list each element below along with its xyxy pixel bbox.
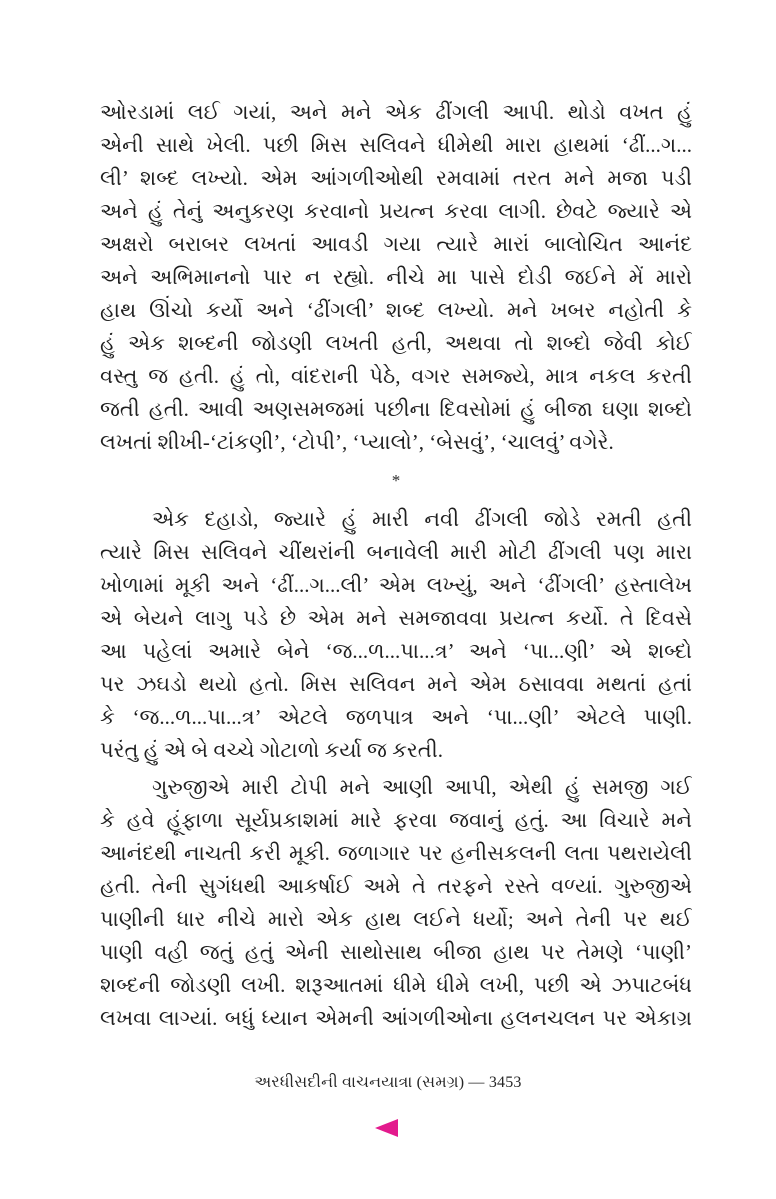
text-line: એક દહાડો, જ્યારે હું મારી નવી ઢીંગલી જોડે રમતી હતી — [152, 507, 692, 531]
text-line: ત્યારે મિસ સલિવને ચીંથરાંની બનાવેલી મારી મોટી ઢીંગલી પણ મારા — [100, 540, 692, 564]
text-line: કે ‘જ...ળ...પા...ત્ર’ એટલે જળપાત્ર અને ‘પા...ણી’ એટલે પાણી. — [100, 705, 692, 729]
text-line: જતી હતી. આવી અણસમજમાં પછીના દિવસોમાં હું બીજા ઘણા શબ્દો — [100, 397, 692, 421]
text-line: આ પહેલાં અમારે બેને ‘જ...ળ...પા...ત્ર’ અને ‘પા...ણી’ એ શબ્દો — [100, 639, 692, 663]
text-line: અને અભિમાનનો પાર ન રહ્યો. નીચે મા પાસે દોડી જઈને મેં મારો — [100, 265, 692, 289]
section-separator: * — [391, 471, 401, 490]
text-line: હતી. તેની સુગંધથી આકર્ષાઈ અમે તે તરફને રસ્તે વળ્યાં. ગુરુજીએ — [100, 874, 692, 898]
text-line: અને હું તેનું અનુકરણ કરવાનો પ્રયત્ન કરવા લાગી. છેવટે જ્યારે એ — [100, 199, 692, 223]
paragraph — [100, 96, 692, 459]
text-line: પાણી વહી જતું હતું એની સાથોસાથ બીજા હાથ પર તેમણે ‘પાણી’ — [100, 940, 692, 964]
text-line: પરંતુ હું એ બે વચ્ચે ગોટાળો કર્યા જ કરતી. — [100, 738, 443, 762]
text-line: ગુરુજીએ મારી ટોપી મને આણી આપી, એથી હું સમજી ગઈ — [152, 775, 692, 799]
text-line: લી’ શબ્દ લખ્યો. એમ આંગળીઓથી રમવામાં તરત મને મજા પડી — [100, 166, 692, 190]
text-line: લખતાં શીખી-‘ટાંકણી’, ‘ટોપી’, ‘પ્યાલો’, ‘બેસવું’, ‘ચાલવું’ વગેરે. — [100, 430, 614, 454]
text-line: શબ્દની જોડણી લખી. શરૂઆતમાં ધીમે ધીમે લખી, પછી એ ઝપાટબંધ — [100, 973, 692, 997]
previous-page-icon[interactable] — [375, 1119, 398, 1137]
text-line: લખવા લાગ્યાં. બધું ધ્યાન એમની આંગળીઓના હલનચલન પર એકાગ્ર — [100, 1006, 692, 1030]
text-line: હાથ ઊંચો કર્યો અને ‘ઢીંગલી’ શબ્દ લખ્યો. મને ખબર નહોતી કે — [100, 298, 692, 322]
paragraph — [100, 503, 692, 767]
text-line: અક્ષરો બરાબર લખતાં આવડી ગયા ત્યારે મારાં બાલોચિત આનંદ — [100, 232, 692, 256]
text-line: ખોળામાં મૂકી અને ‘ઢીં...ગ...લી’ એમ લખ્યું, અને ‘ઢીંગલી’ હસ્તાલેખ — [100, 573, 692, 597]
text-line: કે હવે હૂંફાળા સૂર્યપ્રકાશમાં મારે ફરવા જવાનું હતું. આ વિચારે મને — [100, 808, 692, 832]
footer-running-title: અરધીસદીની વાચનયાત્રા (સમગ્ર) — 3453 — [254, 1074, 522, 1091]
text-line: આનંદથી નાચતી કરી મૂકી. જળાગાર પર હનીસકલની લતા પથરાયેલી — [100, 841, 692, 865]
text-line: પાણીની ધાર નીચે મારો એક હાથ લઈને ધર્યો; અને તેની પર થઈ — [100, 907, 692, 931]
paragraph — [100, 771, 692, 1035]
text-line: વસ્તુ જ હતી. હું તો, વાંદરાની પેઠે, વગર સમજ્યે, માત્ર નકલ કરતી — [100, 364, 692, 388]
body-text — [100, 96, 692, 1035]
text-line: હું એક શબ્દની જોડણી લખતી હતી, અથવા તો શબ્દો જેવી કોઈ — [100, 331, 692, 355]
text-line: એની સાથે ખેલી. પછી મિસ સલિવને ધીમેથી મારા હાથમાં ‘ઢીં...ગ... — [100, 133, 692, 157]
text-line: એ બેયને લાગુ પડે છે એમ મને સમજાવવા પ્રયત્ન કર્યો. તે દિવસે — [100, 606, 692, 630]
text-line: પર ઝઘડો થયો હતો. મિસ સલિવન મને એમ ઠસાવવા મથતાં હતાં — [100, 672, 692, 696]
text-line: ઓરડામાં લઈ ગયાં, અને મને એક ઢીંગલી આપી. થોડો વખત હું — [100, 100, 692, 124]
